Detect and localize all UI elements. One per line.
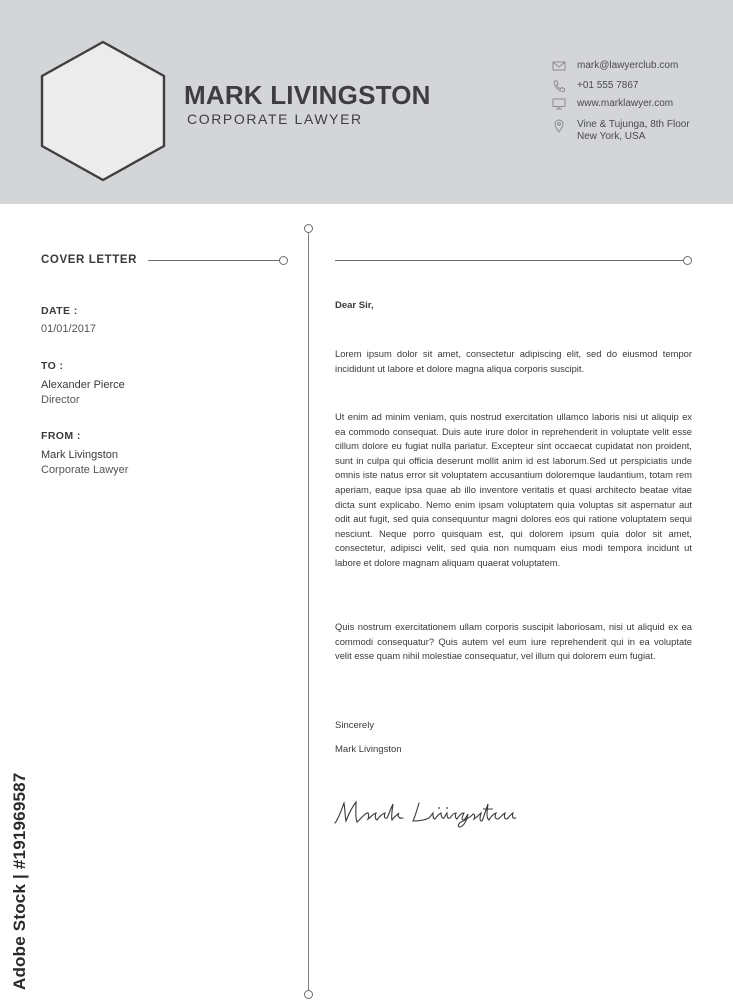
left-heading-rule-dot	[279, 256, 288, 265]
contact-email-text: mark@lawyerclub.com	[577, 60, 679, 71]
right-heading-rule	[335, 260, 683, 261]
location-pin-icon	[552, 119, 566, 133]
from-label: FROM :	[41, 430, 81, 442]
header-band	[0, 0, 733, 204]
rule-top-dot	[304, 224, 313, 233]
letter-signer-name: Mark Livingston	[335, 744, 402, 755]
letter-paragraph-1: Lorem ipsum dolor sit amet, consectetur adipiscing elit, sed do eiusmod tempor incididunt ut labore et dolore magna aliqua corporis suscipit.	[335, 348, 692, 374]
monitor-icon	[552, 98, 566, 110]
date-label: DATE :	[41, 305, 78, 317]
letter-paragraph-2: Ut enim ad minim veniam, quis nostrud exercitation ullamco laboris nisi ut aliquip ex ea commodo consequat. Duis aute irure dolor in reprehenderit in voluptate velit esse cillum dolore eu fugiat nulla pariatur. Excepteur sint occaecat cupidatat non proident, sunt in culpa qui officia deserunt mollit anim id est laborum.Sed ut perspiciatis unde omnis iste natus error sit voluptatem accusantium doloremque laudantium, totam rem aperiam, eaque ipsa quae ab illo inventore veritatis et quasi architecto beatae vitae dicta sunt explicabo. Nemo enim ipsam voluptatem quia voluptas sit aspernatur aut odit aut fugit, sed quia consequuntur magni dolores eos qui ratione voluptatem sequi nesciunt. Neque porro quisquam est, qui dolorem ipsum quia dolor sit amet, consectetur, adipisci velit, sed quia non numquam eius modi tempora incidunt ut labore et dolore magnam aliquam quaerat voluptatem.	[335, 411, 692, 568]
handwritten-signature	[333, 796, 523, 828]
contact-website-text: www.marklawyer.com	[577, 98, 674, 109]
right-heading-rule-dot	[683, 256, 692, 265]
header-job-title: CORPORATE LAWYER	[187, 111, 363, 127]
recipient-title: Director	[41, 394, 80, 406]
phone-icon	[552, 80, 566, 92]
rule-bottom-dot	[304, 990, 313, 999]
header-name: MARK LIVINGSTON	[184, 80, 431, 110]
mail-icon	[552, 60, 566, 72]
contact-address-line2: New York, USA	[577, 131, 646, 142]
sender-title: Corporate Lawyer	[41, 464, 129, 476]
center-vertical-rule	[308, 231, 309, 991]
recipient-name: Alexander Pierce	[41, 379, 125, 391]
section-title-cover-letter: COVER LETTER	[41, 254, 138, 266]
contact-phone-text: +01 555 7867	[577, 80, 639, 91]
stock-id-text: Adobe Stock | #191969587	[10, 772, 29, 990]
date-value: 01/01/2017	[41, 323, 97, 335]
letter-paragraph-3: Quis nostrum exercitationem ullam corporis suscipit laboriosam, nisi ut aliquid ex ea commodi consequatur? Quis autem vel eum iure reprehenderit qui in ea voluptate velit esse quam nihil molestiae consequatur, vel illum qui dolorem eum fugiat.	[335, 621, 692, 662]
letter-salutation: Dear Sir,	[335, 300, 374, 311]
to-label: TO :	[41, 360, 64, 372]
sender-name: Mark Livingston	[41, 449, 119, 461]
contact-address-line1: Vine & Tujunga, 8th Floor	[577, 119, 690, 130]
profile-photo-hexagon	[40, 40, 166, 182]
letter-closing: Sincerely	[335, 720, 375, 731]
left-heading-rule	[148, 260, 280, 261]
